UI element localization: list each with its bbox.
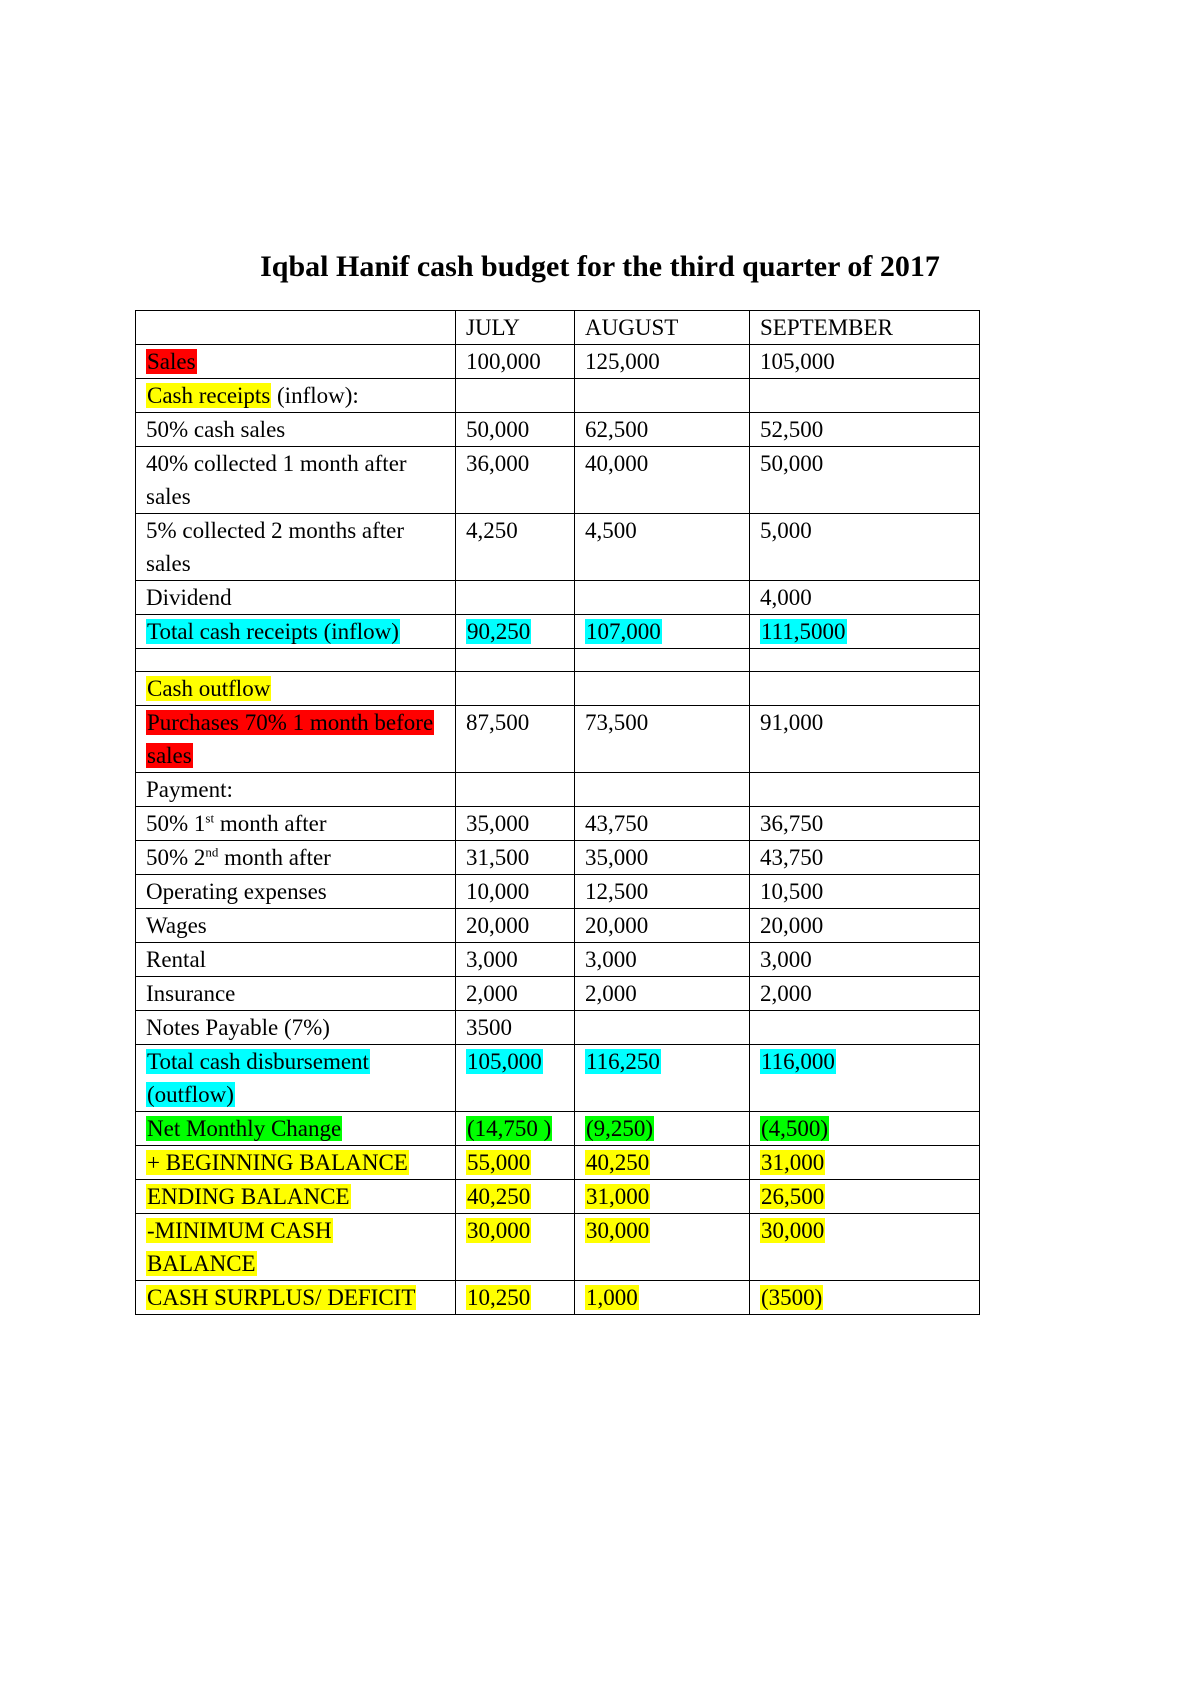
cell-value: 116,250	[586, 1049, 660, 1074]
value-cell-september	[750, 1146, 980, 1180]
value-cell-august	[575, 345, 750, 379]
value-cell-september	[750, 345, 980, 379]
row-label-cell	[136, 943, 456, 977]
cell-value: 30,000	[586, 1218, 650, 1243]
cell-value: 30,000	[761, 1218, 825, 1243]
value-cell-august	[575, 773, 750, 807]
cell-value: 73,500	[585, 710, 649, 735]
cell-value: 31,500	[466, 845, 530, 870]
value-cell-july	[456, 649, 575, 672]
row-label-cell	[136, 1011, 456, 1045]
row-label: CASH SURPLUS/ DEFICIT	[147, 1285, 416, 1310]
value-cell-august	[575, 943, 750, 977]
value-cell-august	[575, 875, 750, 909]
value-cell-july	[456, 1112, 575, 1146]
value-cell-july	[456, 841, 575, 875]
budget-body	[136, 345, 980, 1315]
row-label-cell	[136, 413, 456, 447]
row-label: ENDING BALANCE	[147, 1184, 350, 1209]
cell-value: 90,250	[467, 619, 531, 644]
value-cell-july	[456, 1146, 575, 1180]
cell-value: 50,000	[760, 451, 824, 476]
value-cell-september	[750, 581, 980, 615]
value-cell-july	[456, 514, 575, 581]
row-label: Net Monthly Change	[147, 1116, 342, 1141]
value-cell-august	[575, 1281, 750, 1315]
row-label-suffix: (inflow):	[271, 383, 359, 408]
row-label: Payment:	[146, 777, 233, 802]
value-cell-september	[750, 1045, 980, 1112]
row-label-cell	[136, 649, 456, 672]
row-label: Operating expenses	[146, 879, 327, 904]
cell-value: 62,500	[585, 417, 649, 442]
cash-budget-table	[135, 310, 980, 1315]
header-cell-september: SEPTEMBER	[750, 311, 980, 345]
value-cell-july	[456, 909, 575, 943]
ordinal-suffix: st	[205, 810, 215, 826]
cell-value: 40,250	[586, 1150, 650, 1175]
table-row	[136, 1214, 980, 1281]
value-cell-september	[750, 706, 980, 773]
cell-value: 35,000	[585, 845, 649, 870]
value-cell-august	[575, 909, 750, 943]
value-cell-july	[456, 1214, 575, 1281]
value-cell-july	[456, 977, 575, 1011]
value-cell-july	[456, 413, 575, 447]
cell-value: 20,000	[585, 913, 649, 938]
row-label: + BEGINNING BALANCE	[147, 1150, 408, 1175]
value-cell-august	[575, 1112, 750, 1146]
cell-value: 116,000	[761, 1049, 835, 1074]
value-cell-september	[750, 649, 980, 672]
table-row	[136, 909, 980, 943]
row-label: Cash receipts	[147, 383, 271, 408]
value-cell-september	[750, 514, 980, 581]
row-label: Wages	[146, 913, 207, 938]
row-label-cell	[136, 977, 456, 1011]
row-label: 50% cash sales	[146, 417, 286, 442]
row-label: Insurance	[146, 981, 236, 1006]
row-label-rest: month after	[218, 845, 331, 870]
row-label-cell	[136, 1214, 456, 1281]
value-cell-july	[456, 773, 575, 807]
cell-value: 91,000	[760, 710, 824, 735]
value-cell-july	[456, 943, 575, 977]
row-label-rest: month after	[214, 811, 327, 836]
value-cell-july	[456, 807, 575, 841]
value-cell-august	[575, 615, 750, 649]
cell-value: (14,750 )	[467, 1116, 552, 1141]
row-label: Notes Payable (7%)	[146, 1015, 330, 1040]
cell-value: 40,250	[467, 1184, 531, 1209]
ordinal-suffix: nd	[205, 844, 219, 860]
value-cell-august	[575, 413, 750, 447]
row-label: 5% collected 2 months after sales	[146, 518, 405, 576]
row-label-cell	[136, 345, 456, 379]
value-cell-july	[456, 1281, 575, 1315]
value-cell-august	[575, 649, 750, 672]
value-cell-august	[575, 581, 750, 615]
row-label: -MINIMUM CASH BALANCE	[147, 1218, 332, 1276]
table-row	[136, 1146, 980, 1180]
cell-value: 4,500	[585, 518, 637, 543]
table-row	[136, 615, 980, 649]
value-cell-august	[575, 1180, 750, 1214]
cell-value: 105,000	[467, 1049, 542, 1074]
value-cell-september	[750, 943, 980, 977]
row-label-cell	[136, 773, 456, 807]
row-label: 50% 2	[146, 845, 206, 870]
row-label: 40% collected 1 month after sales	[146, 451, 407, 509]
value-cell-september	[750, 909, 980, 943]
value-cell-july	[456, 1180, 575, 1214]
row-label-cell	[136, 581, 456, 615]
cell-value: 31,000	[586, 1184, 650, 1209]
value-cell-july	[456, 447, 575, 514]
value-cell-august	[575, 807, 750, 841]
cell-value: 20,000	[466, 913, 530, 938]
cell-value: 55,000	[467, 1150, 531, 1175]
table-row	[136, 514, 980, 581]
cell-value: 4,000	[760, 585, 812, 610]
cell-value: 3,000	[585, 947, 637, 972]
cell-value: 2,000	[585, 981, 637, 1006]
value-cell-september	[750, 447, 980, 514]
cell-value: 100,000	[466, 349, 541, 374]
value-cell-july	[456, 615, 575, 649]
row-label-cell	[136, 615, 456, 649]
cell-value: 5,000	[760, 518, 812, 543]
table-row	[136, 706, 980, 773]
cell-value: 3,000	[760, 947, 812, 972]
row-label-cell	[136, 1045, 456, 1112]
value-cell-august	[575, 514, 750, 581]
value-cell-august	[575, 1045, 750, 1112]
value-cell-august	[575, 447, 750, 514]
cell-value: 43,750	[760, 845, 824, 870]
row-label: Total cash receipts (inflow)	[147, 619, 399, 644]
cell-value: 1,000	[586, 1285, 638, 1310]
value-cell-august	[575, 1011, 750, 1045]
row-label: Cash outflow	[147, 676, 271, 701]
header-cell	[136, 311, 456, 345]
row-label-cell	[136, 1146, 456, 1180]
value-cell-september	[750, 1112, 980, 1146]
row-label: Dividend	[146, 585, 232, 610]
cell-value: 10,500	[760, 879, 824, 904]
value-cell-september	[750, 1180, 980, 1214]
row-label: 50% 1	[146, 811, 206, 836]
value-cell-august	[575, 841, 750, 875]
row-label-cell	[136, 1180, 456, 1214]
row-label-cell	[136, 514, 456, 581]
table-row	[136, 447, 980, 514]
row-label-cell	[136, 672, 456, 706]
row-label: Sales	[147, 349, 196, 374]
cell-value: 36,000	[466, 451, 530, 476]
cell-value: 111,5000	[761, 619, 846, 644]
value-cell-september	[750, 875, 980, 909]
header-cell-august: AUGUST	[575, 311, 750, 345]
value-cell-july	[456, 672, 575, 706]
table-row	[136, 943, 980, 977]
table-row	[136, 875, 980, 909]
header-row	[136, 311, 980, 345]
row-label-cell	[136, 807, 456, 841]
row-label: Rental	[146, 947, 207, 972]
cell-value: 26,500	[761, 1184, 825, 1209]
table-row	[136, 1180, 980, 1214]
value-cell-september	[750, 841, 980, 875]
spacer-row	[136, 649, 980, 672]
value-cell-july	[456, 379, 575, 413]
value-cell-september	[750, 1214, 980, 1281]
cell-value: (3500)	[761, 1285, 823, 1310]
value-cell-september	[750, 1281, 980, 1315]
cell-value: 10,000	[466, 879, 530, 904]
table-row	[136, 345, 980, 379]
value-cell-july	[456, 345, 575, 379]
row-label-cell	[136, 706, 456, 773]
cell-value: 4,250	[466, 518, 518, 543]
row-label-cell	[136, 875, 456, 909]
value-cell-september	[750, 807, 980, 841]
row-label-cell	[136, 1112, 456, 1146]
value-cell-august	[575, 1214, 750, 1281]
cell-value: 125,000	[585, 349, 660, 374]
value-cell-july	[456, 706, 575, 773]
row-label-cell	[136, 379, 456, 413]
value-cell-august	[575, 706, 750, 773]
table-row	[136, 1281, 980, 1315]
cell-value: 52,500	[760, 417, 824, 442]
cell-value: 12,500	[585, 879, 649, 904]
value-cell-august	[575, 1146, 750, 1180]
value-cell-september	[750, 615, 980, 649]
row-label: Total cash disbursement (outflow)	[147, 1049, 369, 1107]
cell-value: 2,000	[760, 981, 812, 1006]
value-cell-september	[750, 379, 980, 413]
cell-value: 20,000	[760, 913, 824, 938]
cell-value: 10,250	[467, 1285, 531, 1310]
cell-value: 35,000	[466, 811, 530, 836]
row-label: Purchases 70% 1 month before sales	[147, 710, 434, 768]
value-cell-september	[750, 672, 980, 706]
value-cell-july	[456, 875, 575, 909]
cell-value: 3,000	[466, 947, 518, 972]
value-cell-july	[456, 1011, 575, 1045]
cell-value: 40,000	[585, 451, 649, 476]
cell-value: 50,000	[466, 417, 530, 442]
value-cell-september	[750, 977, 980, 1011]
table-row	[136, 672, 980, 706]
cell-value: 31,000	[761, 1150, 825, 1175]
cell-value: 30,000	[467, 1218, 531, 1243]
table-row	[136, 1011, 980, 1045]
table-row	[136, 841, 980, 875]
table-row	[136, 1045, 980, 1112]
value-cell-august	[575, 379, 750, 413]
cell-value: 87,500	[466, 710, 530, 735]
cell-value: 43,750	[585, 811, 649, 836]
row-label-cell	[136, 447, 456, 514]
value-cell-july	[456, 581, 575, 615]
row-label-cell	[136, 841, 456, 875]
table-row	[136, 379, 980, 413]
table-row	[136, 1112, 980, 1146]
value-cell-september	[750, 413, 980, 447]
table-row	[136, 977, 980, 1011]
cell-value: (9,250)	[586, 1116, 654, 1141]
document-title: Iqbal Hanif cash budget for the third quarter of 2017	[260, 250, 940, 283]
row-label-cell	[136, 909, 456, 943]
cell-value: (4,500)	[761, 1116, 829, 1141]
value-cell-september	[750, 1011, 980, 1045]
cell-value: 3500	[466, 1015, 512, 1040]
cell-value: 36,750	[760, 811, 824, 836]
value-cell-august	[575, 977, 750, 1011]
value-cell-july	[456, 1045, 575, 1112]
table-row	[136, 413, 980, 447]
cell-value: 2,000	[466, 981, 518, 1006]
cell-value: 107,000	[586, 619, 661, 644]
row-label-cell	[136, 1281, 456, 1315]
table-row	[136, 773, 980, 807]
value-cell-august	[575, 672, 750, 706]
cell-value: 105,000	[760, 349, 835, 374]
header-cell-july: JULY	[456, 311, 575, 345]
table-row	[136, 581, 980, 615]
value-cell-september	[750, 773, 980, 807]
table-row	[136, 807, 980, 841]
